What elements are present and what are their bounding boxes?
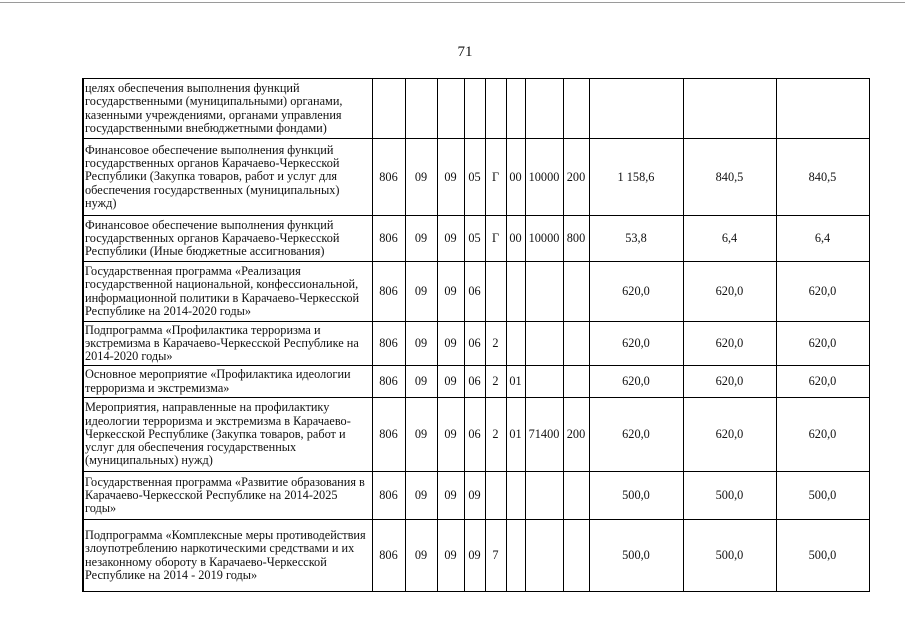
table-row: [83, 79, 869, 139]
table-row: [83, 398, 869, 472]
table-row: [83, 520, 869, 592]
amount-year1-cell: 620,0: [589, 398, 683, 472]
expense-type-cell: [563, 79, 589, 139]
amount-year2-cell: [683, 79, 776, 139]
table-row: [83, 472, 869, 520]
program-code-cell: 06: [464, 366, 485, 398]
row-description-cell: Основное мероприятие «Профилактика идеологии терроризма и экстремизма»: [83, 366, 372, 398]
amount-year3-cell: 500,0: [776, 520, 869, 592]
section-code-cell: 09: [405, 472, 437, 520]
row-description-cell: Государственная программа «Реализация государственной национальной, конфессиональной, информационной политики в Карачаево-Черкесской Республике на 2014-2020 годы»: [83, 262, 372, 322]
program-code-cell: 05: [464, 216, 485, 262]
ministry-code-cell: 806: [372, 262, 405, 322]
program-code-cell: 06: [464, 398, 485, 472]
expense-type-cell: [563, 520, 589, 592]
section-code-cell: 09: [405, 366, 437, 398]
amount-year2-cell: 620,0: [683, 366, 776, 398]
amount-year2-cell: 6,4: [683, 216, 776, 262]
program-code-cell: 05: [464, 139, 485, 216]
table-row: [83, 216, 869, 262]
main-event-code-cell: 01: [506, 398, 525, 472]
subsection-code-cell: 09: [437, 216, 464, 262]
table-row: [83, 139, 869, 216]
direction-code-cell: 10000: [525, 216, 563, 262]
table-row: [83, 322, 869, 366]
ministry-code-cell: 806: [372, 472, 405, 520]
amount-year1-cell: [589, 79, 683, 139]
subsection-code-cell: [437, 79, 464, 139]
table-row: [83, 366, 869, 398]
row-description-cell: Финансовое обеспечение выполнения функций государственных органов Карачаево-Черкесской Республики (Закупка товаров, работ и услуг для обеспечения государственных (муниципальных) нужд): [83, 139, 372, 216]
row-description-cell: Подпрограмма «Профилактика терроризма и экстремизма в Карачаево-Черкесской Республике на 2014-2020 годы»: [83, 322, 372, 366]
amount-year1-cell: 500,0: [589, 472, 683, 520]
direction-code-cell: 10000: [525, 139, 563, 216]
main-event-code-cell: [506, 262, 525, 322]
ministry-code-cell: [372, 79, 405, 139]
row-description-cell: целях обеспечения выполнения функций государственными (муниципальными) органами, казенными учреждениями, органами управления государственными внебюджетными фондами): [83, 79, 372, 139]
expense-type-cell: 800: [563, 216, 589, 262]
amount-year1-cell: 53,8: [589, 216, 683, 262]
ministry-code-cell: 806: [372, 398, 405, 472]
table-row: [83, 262, 869, 322]
program-code-cell: 09: [464, 472, 485, 520]
direction-code-cell: [525, 520, 563, 592]
amount-year1-cell: 620,0: [589, 322, 683, 366]
subsection-code-cell: 09: [437, 366, 464, 398]
main-event-code-cell: [506, 472, 525, 520]
main-event-code-cell: [506, 79, 525, 139]
row-description-cell: Государственная программа «Развитие образования в Карачаево-Черкесской Республике на 2014-2025 годы»: [83, 472, 372, 520]
subprogram-code-cell: 2: [485, 398, 506, 472]
direction-code-cell: [525, 366, 563, 398]
ministry-code-cell: 806: [372, 322, 405, 366]
direction-code-cell: [525, 79, 563, 139]
amount-year3-cell: 620,0: [776, 322, 869, 366]
direction-code-cell: [525, 322, 563, 366]
expense-type-cell: 200: [563, 139, 589, 216]
ministry-code-cell: 806: [372, 366, 405, 398]
subsection-code-cell: 09: [437, 520, 464, 592]
row-description-cell: Мероприятия, направленные на профилактику идеологии терроризма и экстремизма в Карачаево-Черкесской Республике (Закупка товаров, работ и услуг для обеспечения государственных (муниципальных) нужд): [83, 398, 372, 472]
subsection-code-cell: 09: [437, 322, 464, 366]
amount-year3-cell: [776, 79, 869, 139]
program-code-cell: [464, 79, 485, 139]
ministry-code-cell: 806: [372, 520, 405, 592]
row-description-cell: Подпрограмма «Комплексные меры противодействия злоупотреблению наркотическими средствами и их незаконному обороту в Карачаево-Черкесской Республике на 2014 - 2019 годы»: [83, 520, 372, 592]
amount-year1-cell: 500,0: [589, 520, 683, 592]
amount-year3-cell: 620,0: [776, 366, 869, 398]
subprogram-code-cell: Г: [485, 216, 506, 262]
amount-year1-cell: 620,0: [589, 366, 683, 398]
amount-year3-cell: 620,0: [776, 262, 869, 322]
page-top-edge: [0, 2, 905, 3]
amount-year3-cell: 620,0: [776, 398, 869, 472]
subsection-code-cell: 09: [437, 398, 464, 472]
row-description-cell: Финансовое обеспечение выполнения функций государственных органов Карачаево-Черкесской Республики (Иные бюджетные ассигнования): [83, 216, 372, 262]
program-code-cell: 06: [464, 262, 485, 322]
direction-code-cell: 71400: [525, 398, 563, 472]
expense-type-cell: [563, 322, 589, 366]
subprogram-code-cell: 2: [485, 322, 506, 366]
main-event-code-cell: [506, 322, 525, 366]
subprogram-code-cell: 2: [485, 366, 506, 398]
section-code-cell: 09: [405, 322, 437, 366]
expense-type-cell: 200: [563, 398, 589, 472]
amount-year3-cell: 500,0: [776, 472, 869, 520]
amount-year2-cell: 840,5: [683, 139, 776, 216]
expense-type-cell: [563, 366, 589, 398]
main-event-code-cell: [506, 520, 525, 592]
ministry-code-cell: 806: [372, 139, 405, 216]
subsection-code-cell: 09: [437, 472, 464, 520]
section-code-cell: 09: [405, 262, 437, 322]
budget-table: [82, 78, 870, 592]
main-event-code-cell: 00: [506, 216, 525, 262]
expense-type-cell: [563, 472, 589, 520]
amount-year2-cell: 500,0: [683, 472, 776, 520]
amount-year2-cell: 620,0: [683, 322, 776, 366]
section-code-cell: 09: [405, 398, 437, 472]
ministry-code-cell: 806: [372, 216, 405, 262]
amount-year2-cell: 620,0: [683, 262, 776, 322]
amount-year3-cell: 840,5: [776, 139, 869, 216]
subprogram-code-cell: 7: [485, 520, 506, 592]
subsection-code-cell: 09: [437, 139, 464, 216]
amount-year1-cell: 620,0: [589, 262, 683, 322]
page-number: 71: [457, 44, 473, 60]
subsection-code-cell: 09: [437, 262, 464, 322]
amount-year2-cell: 500,0: [683, 520, 776, 592]
section-code-cell: 09: [405, 216, 437, 262]
subprogram-code-cell: [485, 79, 506, 139]
direction-code-cell: [525, 472, 563, 520]
amount-year2-cell: 620,0: [683, 398, 776, 472]
budget-table-body: [83, 79, 869, 592]
program-code-cell: 06: [464, 322, 485, 366]
section-code-cell: 09: [405, 139, 437, 216]
subprogram-code-cell: [485, 472, 506, 520]
main-event-code-cell: 01: [506, 366, 525, 398]
section-code-cell: 09: [405, 520, 437, 592]
main-event-code-cell: 00: [506, 139, 525, 216]
subprogram-code-cell: [485, 262, 506, 322]
direction-code-cell: [525, 262, 563, 322]
section-code-cell: [405, 79, 437, 139]
expense-type-cell: [563, 262, 589, 322]
program-code-cell: 09: [464, 520, 485, 592]
subprogram-code-cell: Г: [485, 139, 506, 216]
amount-year1-cell: 1 158,6: [589, 139, 683, 216]
amount-year3-cell: 6,4: [776, 216, 869, 262]
